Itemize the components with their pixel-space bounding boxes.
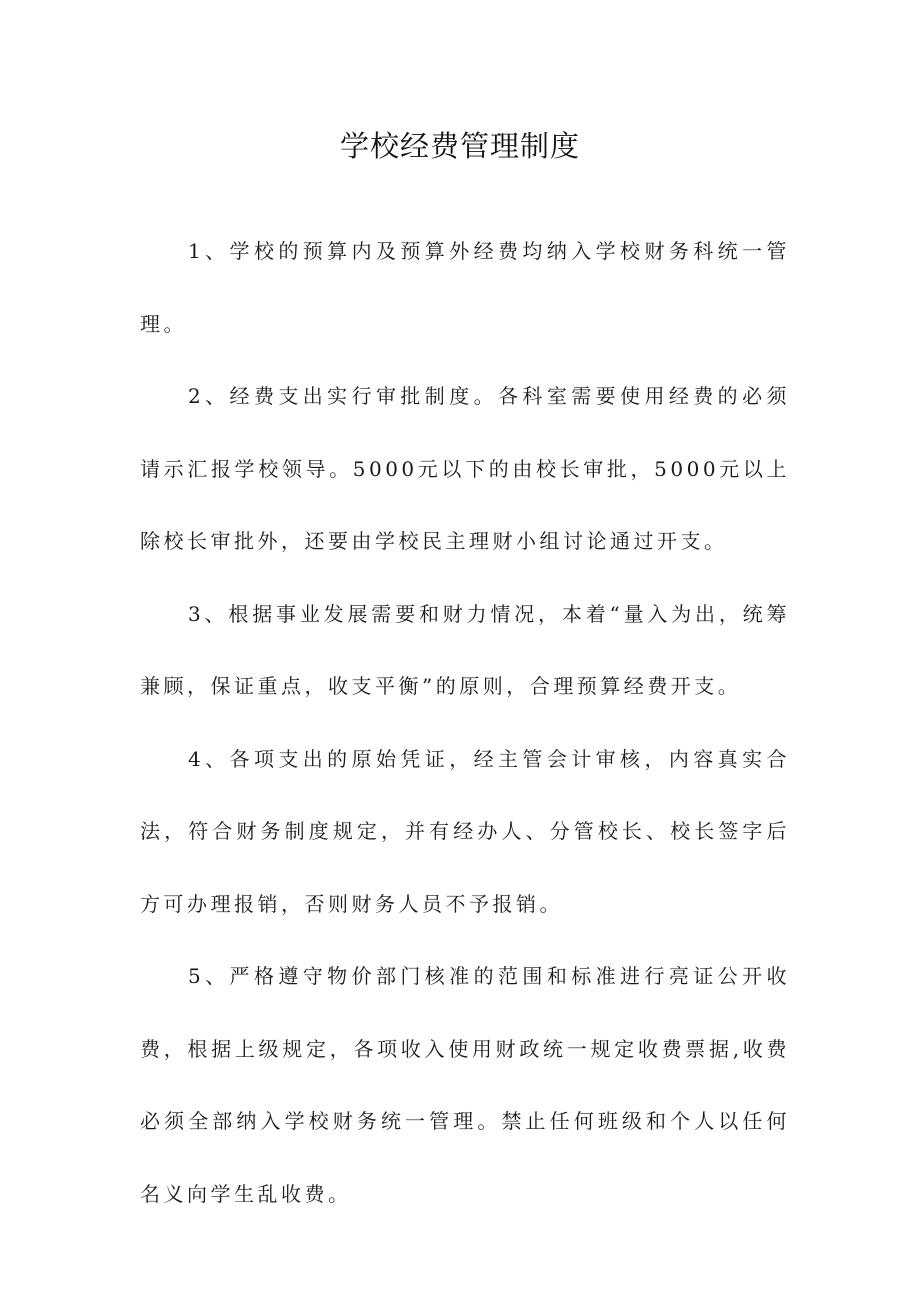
paragraph-4: 4、各项支出的原始凭证，经主管会计审核，内容真实合法，符合财务制度规定，并有经办人、分管校长、校长签字后方可办理报销，否则财务人员不予报销。: [140, 746, 790, 916]
paragraph-1: 1、学校的预算内及预算外经费均纳入学校财务科统一管理。: [140, 239, 790, 336]
document-body: [140, 215, 790, 1230]
document-title: 学校经费管理制度: [339, 129, 580, 163]
paragraph-5: 5、严格遵守物价部门核准的范围和标准进行亮证公开收费，根据上级规定，各项收入使用财政统一规定收费票据,收费必须全部纳入学校财务统一管理。禁止任何班级和个人以任何名义向学生乱收费。: [140, 964, 790, 1206]
paragraph-2: 2、经费支出实行审批制度。各科室需要使用经费的必须请示汇报学校领导。5000元以下的由校长审批，5000元以上除校长审批外，还要由学校民主理财小组讨论通过开支。: [140, 384, 790, 553]
paragraph-3: 3、根据事业发展需要和财力情况，本着“量入为出，统筹兼顾，保证重点，收支平衡”的原则，合理预算经费开支。: [140, 601, 790, 698]
